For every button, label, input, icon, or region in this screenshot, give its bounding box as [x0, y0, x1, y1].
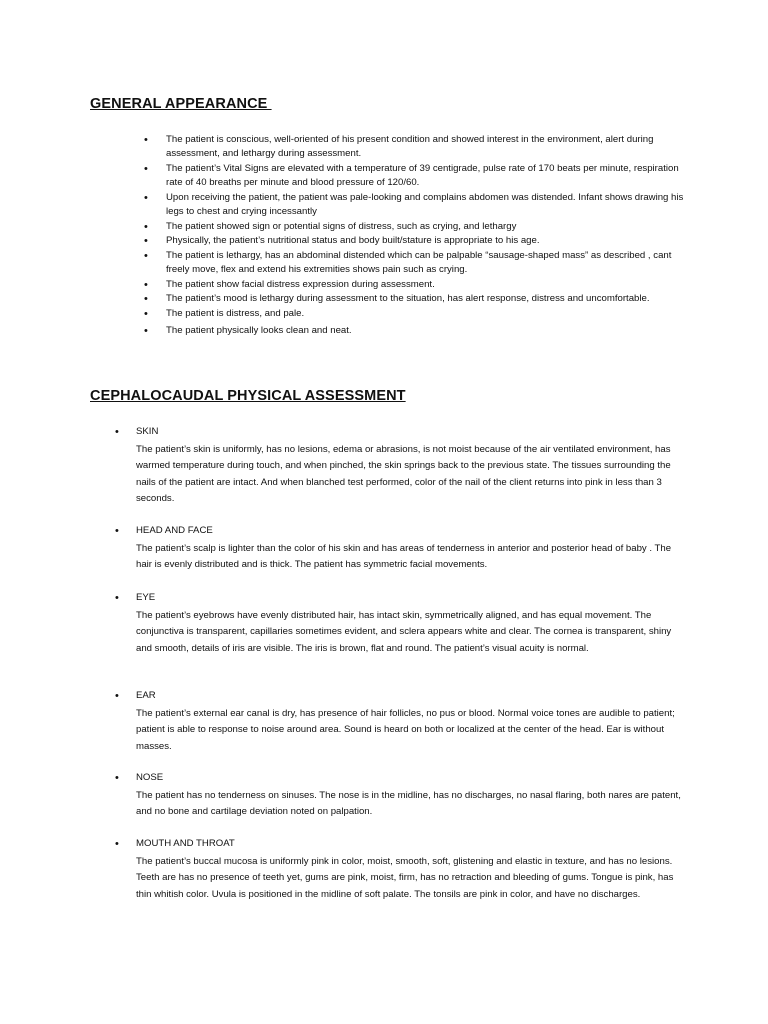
section-title: • EAR [136, 689, 681, 703]
section-title: • MOUTH AND THROAT [136, 837, 681, 851]
list-item: • The patient is conscious, well-oriented of his present condition and showed interest in the environment, alert during assessment, and lethargy during assessment. [166, 133, 686, 162]
list-item: • The patient is lethargy, has an abdominal distended which can be palpable “sausage-shaped mass” as described , cant freely move, flex and extend his extremities shows pain such as crying. [166, 249, 686, 278]
section-mouth-and-throat [136, 837, 681, 903]
list-item: • The patient showed sign or potential signs of distress, such as crying, and lethargy [166, 220, 686, 235]
list-item: • The patient’s mood is lethargy during assessment to the situation, has alert response, distress and uncomfortable. [166, 292, 686, 307]
section-title: • NOSE [136, 771, 681, 785]
section-body: The patient’s scalp is lighter than the color of his skin and has areas of tenderness in anterior and posterior head of baby . The hair is evenly distributed and is thick. The patient has symmetric facial movements. [136, 543, 672, 571]
section-head-and-face [136, 524, 681, 574]
list-item: • Upon receiving the patient, the patient was pale-looking and complains abdomen was distended. Infant shows drawing his legs to chest and crying incessantly [166, 191, 686, 220]
section-ear [136, 689, 681, 755]
list-item: • The patient physically looks clean and neat. [166, 324, 686, 339]
section-nose [136, 771, 681, 821]
list-item: • The patient is distress, and pale. [166, 307, 686, 322]
general-appearance-list [166, 133, 686, 339]
section-title: • EYE [136, 591, 681, 605]
list-item: • The patient show facial distress expression during assessment. [166, 278, 686, 293]
section-body: The patient’s external ear canal is dry, has presence of hair follicles, no pus or blood. Normal voice tones are audible to patient; patient is able to response to noise around area. Sound is heard on both or localized at the center of the head. Ear is without masses. [136, 708, 675, 752]
section-title: • SKIN [136, 425, 681, 439]
section-eye [136, 591, 681, 657]
section-body: The patient’s skin is uniformly, has no lesions, edema or abrasions, is not moist because of the air ventilated environment, has warmed temperature during touch, and when pinched, the skin springs back to the previous state. The tissues surrounding the nails of the patient are intact. And when blanched test performed, color of the nail of the client returns into pink in less than 3 seconds. [136, 444, 671, 504]
heading-cephalocaudal-assessment: CEPHALOCAUDAL PHYSICAL ASSESSMENT [90, 388, 406, 404]
list-item: • Physically, the patient’s nutritional status and body built/stature is appropriate to his age. [166, 234, 686, 249]
section-body: The patient’s buccal mucosa is uniformly pink in color, moist, smooth, soft, glistening and elastic in texture, and has no lesions. Teeth are has no presence of teeth yet, gums are pink, moist, firm, has no retraction and bleeding of gums. Tongue is pink, has thin whitish color. Uvula is positioned in the midline of soft palate. The tonsils are pink in color, and have no discharges. [136, 856, 674, 900]
list-item: • The patient’s Vital Signs are elevated with a temperature of 39 centigrade, pulse rate of 170 beats per minute, respiration rate of 40 breaths per minute and blood pressure of 120/60. [166, 162, 686, 191]
section-skin [136, 425, 681, 507]
section-body: The patient’s eyebrows have evenly distributed hair, has intact skin, symmetrically aligned, and has equal movement. The conjunctiva is transparent, capillaries sometimes evident, and sclera appears white and clear. The cornea is transparent, shiny and smooth, details of iris are visible. The iris is brown, flat and round. The patient’s visual acuity is normal. [136, 610, 672, 654]
section-body: The patient has no tenderness on sinuses. The nose is in the midline, has no discharges, no nasal flaring, both nares are patent, and no bone and cartilage deviation noted on palpation. [136, 790, 681, 818]
heading-general-appearance: GENERAL APPEARANCE [90, 96, 272, 112]
section-title: • HEAD AND FACE [136, 524, 681, 538]
